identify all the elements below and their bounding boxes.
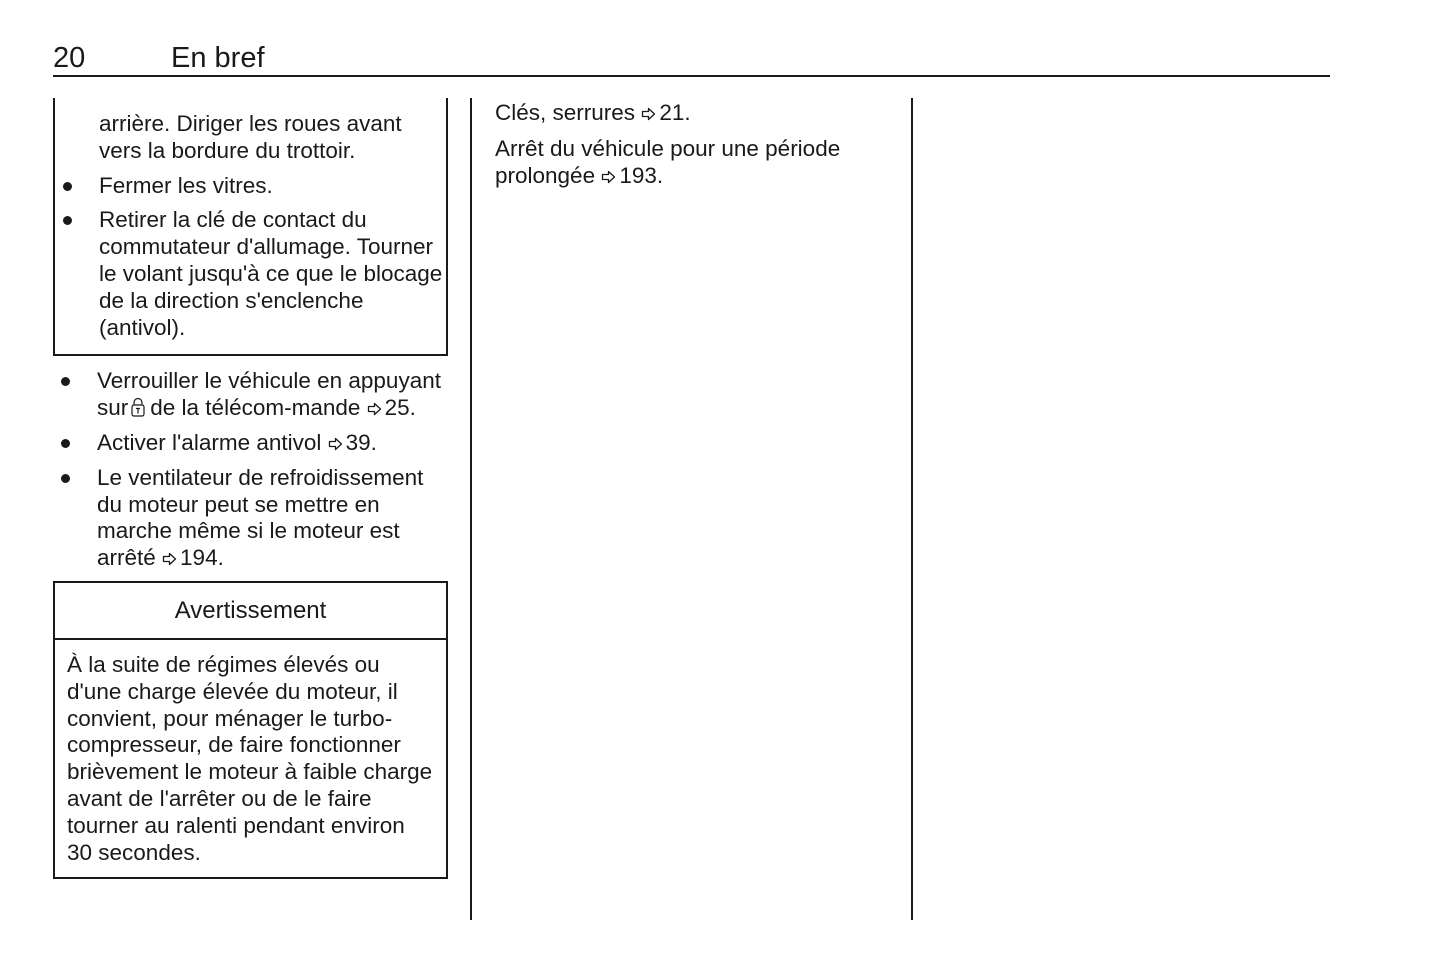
- cross-reference-arrow-icon: [367, 402, 382, 416]
- cross-reference-arrow-icon: [601, 170, 616, 184]
- cross-reference-arrow-icon: [328, 437, 343, 451]
- cross-reference-arrow-icon: [162, 552, 177, 566]
- section-title: En bref: [171, 42, 265, 74]
- column-divider-2: [911, 98, 913, 920]
- reference-text: Clés, serrures: [495, 100, 636, 125]
- warning-title: Avertissement: [55, 583, 446, 640]
- reference-paragraph: [495, 100, 895, 127]
- key-lock-icon: [130, 397, 146, 417]
- reference-text: Arrêt du véhicule pour une période prolongée: [495, 135, 841, 188]
- bullet-dot: [63, 182, 72, 191]
- page-reference[interactable]: 193.: [619, 162, 664, 188]
- list-item: [55, 173, 446, 200]
- column-2: [495, 100, 895, 198]
- list-item-alarm: [53, 430, 448, 457]
- bullet-dot: [61, 377, 70, 386]
- list-item-text: Le ventilateur de refroidissement du moteur peut se mettre en marche même si le moteur est arrêté: [97, 464, 424, 571]
- list-item-text: Activer l'alarme antivol: [97, 429, 322, 455]
- column-divider-1: [470, 98, 472, 920]
- list-item-text-continued: de la télécom-mande: [150, 395, 361, 421]
- column-1: [53, 98, 448, 879]
- warning-box: [53, 581, 448, 879]
- page-reference[interactable]: 21.: [659, 100, 691, 125]
- list-item-text: Verrouiller le véhicule en appuyant sur: [97, 368, 441, 421]
- cross-reference-arrow-icon: [641, 107, 656, 121]
- list-item-text: Retirer la clé de contact du commutateur d'allumage. Tourner le volant jusqu'à ce que le blocage de la direction s'enclenche (antivol).: [99, 207, 443, 340]
- bullet-dot: [61, 474, 70, 483]
- warning-body: À la suite de régimes élevés ou d'une charge élevée du moteur, il convient, pour ménager le turbo-compresseur, de faire fonctionner brièvement le moteur à faible charge avant de l'arrêter ou de le faire tourner au ralenti pendant environ 30 secondes.: [67, 651, 433, 865]
- header-rule: [53, 75, 1330, 77]
- list-item-lock: [53, 368, 448, 422]
- reference-paragraph: [495, 136, 895, 190]
- continuation-text: arrière. Diriger les roues avant vers la bordure du trottoir.: [99, 111, 402, 163]
- bullet-dot: [61, 439, 70, 448]
- page-reference[interactable]: 194.: [180, 545, 224, 571]
- list-item-fan: [53, 465, 448, 572]
- page-number: 20: [53, 42, 86, 74]
- page-reference[interactable]: 39.: [345, 429, 377, 455]
- page-reference[interactable]: 25.: [384, 395, 416, 421]
- boxed-list-continuation: [53, 98, 448, 356]
- list-item-text: Fermer les vitres.: [99, 172, 273, 198]
- list-item: [55, 207, 446, 341]
- bullet-list: [53, 368, 448, 572]
- bullet-dot: [63, 216, 72, 225]
